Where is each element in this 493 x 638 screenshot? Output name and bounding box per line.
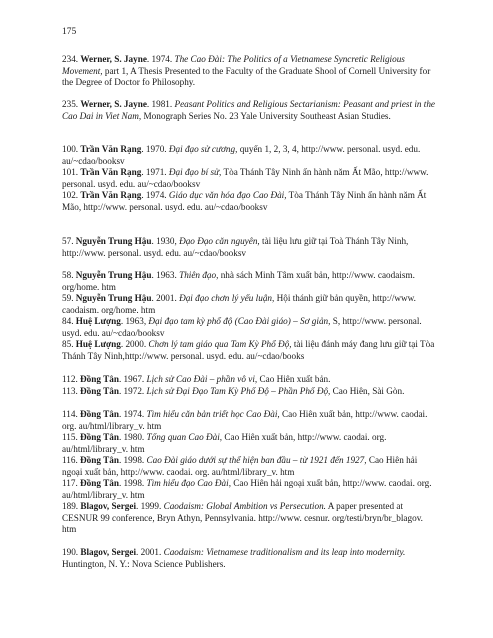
reference-entry: 114. Đồng Tân. 1974. Tìm hiểu căn bản triết học Cao Đài, Cao Hiên xuất bản, http://www. caodai. org. au/html/library_v. htm <box>62 409 428 431</box>
reference-entry: 58. Nguyễn Trung Hậu. 1963. Thiên đạo, nhà sách Minh Tâm xuất bản, http://www. caodaism. org/home. htm <box>62 270 415 292</box>
reference-entry: 57. Nguyễn Trung Hậu. 1930, Đạo Đạo căn nguyên, tài liệu lưu giữ tại Toà Thánh Tây Ninh, http://www. personal. usyd. edu. au/~cdao/booksv <box>62 236 409 258</box>
reference-entry: 84. Huệ Lượng. 1963, Đại đạo tam kỳ phổ độ (Cao Đài giáo) – Sơ giản, S, http://www. personal. usyd. edu. au/~cdao/booksv <box>62 316 422 338</box>
reference-entry: 116. Đồng Tân. 1998. Cao Đài giáo dưới sự thể hiện ban đầu – từ 1921 đến 1927, Cao Hiên hải ngoại xuất bản, http://www. caodai. org. au/html/library_v. htm <box>62 455 418 477</box>
reference-entry: 102. Trần Văn Rạng. 1974. Giáo dục văn hóa đạo Cao Đài, Tòa Thánh Tây Ninh ấn hành năm Ất Mão, http://www. personal. usyd. edu. au/~cdao/booksv <box>62 190 427 212</box>
reference-entry: 59. Nguyễn Trung Hậu. 2001. Đại đạo chơn lý yếu luận, Hội thánh giữ bản quyền, http://www. caodaism. org/home. htm <box>62 293 416 315</box>
reference-entry: 190. Blagov, Sergei. 2001. Caodaism: Vietnamese traditionalism and its leap into modernity. Huntington, N. Y.: Nova Science Publishers. <box>62 547 406 569</box>
reference-entry: 235. Werner, S. Jayne. 1981. Peasant Politics and Religious Sectarianism: Peasant and priest in the Cao Dai in Viet Nam, Monograph Series No. 23 Yale University Southeast Asian Studies. <box>62 99 436 121</box>
reference-entry: 113. Đồng Tân. 1972. Lịch sử Đại Đạo Tam Kỳ Phổ Độ – Phần Phổ Độ, Cao Hiên, Sài Gòn. <box>62 386 405 396</box>
reference-entry: 101. Trần Văn Rạng. 1971. Đại đạo bí sử, Tòa Thánh Tây Ninh ấn hành năm Ất Mão, http://www. personal. usyd. edu. au/~cdao/booksv <box>62 167 429 189</box>
reference-entry: 112. Đồng Tân. 1967. Lịch sử Cao Đài – phần vô vi, Cao Hiên xuất bản. <box>62 374 331 384</box>
reference-entry: 234. Werner, S. Jayne. 1974. The Cao Đài: The Politics of a Vietnamese Syncretic Religious Movement, part 1, A Thesis Presented to the Faculty of the Graduate Shool of Cornell University for the Degree of Doctor fo Philosophy. <box>62 54 431 88</box>
page-number: 175 <box>62 27 77 37</box>
reference-entry: 117. Đồng Tân. 1998. Tìm hiểu đạo Cao Đài, Cao Hiên hải ngoại xuất bản, http://www. caodai. org. au/html/library_v. htm <box>62 478 432 500</box>
reference-entry: 189. Blagov, Sergei. 1999. Caodaism: Global Ambition vs Persecution. A paper presented at CESNUR 99 conference, Bryn Athyn, Pennsylvania. http://www. cesnur. org/testi/bryn/br_blagov. htm <box>62 501 423 535</box>
reference-entry: 115. Đồng Tân. 1980. Tổng quan Cao Đài, Cao Hiên xuất bản, http://www. caodai. org. au/html/library_v. htm <box>62 432 387 454</box>
reference-entry: 85. Huệ Lượng. 2000. Chơn lý tam giáo qua Tam Kỳ Phổ Độ, tài liệu đánh máy đang lưu giữ tại Tòa Thánh Tây Ninh,http://www. personal. usyd. edu. au/~cdao/books <box>62 339 435 361</box>
reference-entry: 100. Trần Văn Rạng. 1970. Đại đạo sử cương, quyển 1, 2, 3, 4, http://www. personal. usyd. edu. au/~cdao/booksv <box>62 144 421 166</box>
